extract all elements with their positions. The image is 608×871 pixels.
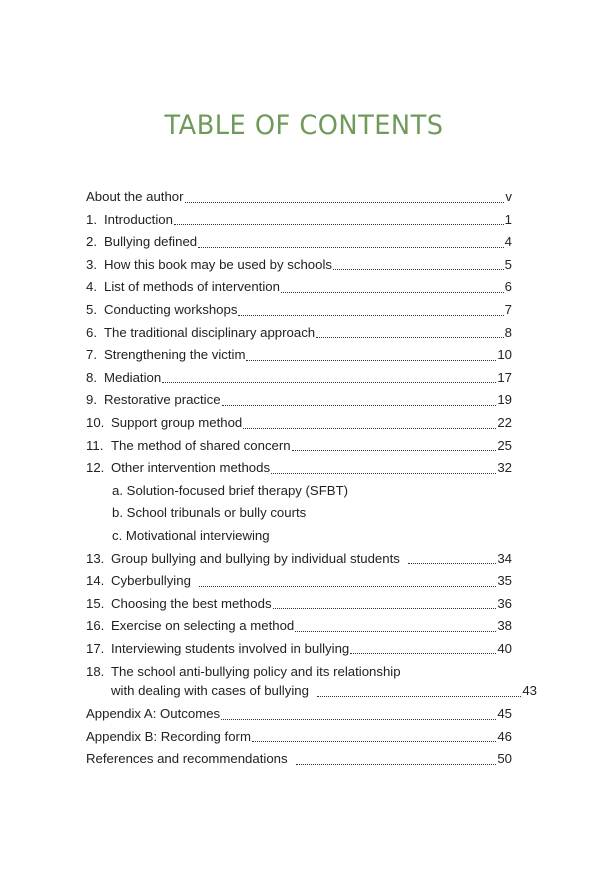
toc-entry-label: List of methods of intervention — [104, 279, 280, 295]
toc-entry-label: Group bullying and bullying by individual students — [111, 550, 400, 566]
dot-leader — [350, 652, 496, 654]
toc-subentry-label: b. School tribunals or bully courts — [112, 505, 307, 521]
toc-entry-page: 4 — [504, 234, 512, 250]
dot-leader — [296, 763, 497, 765]
dot-leader — [408, 562, 496, 564]
toc-entry-label: Other intervention methods — [111, 460, 271, 476]
dot-leader — [198, 246, 504, 248]
toc-subentry-label: a. Solution-focused brief therapy (SFBT) — [112, 482, 349, 498]
toc-entry-page: 19 — [497, 392, 512, 408]
toc-entry-mediation[interactable] — [86, 367, 512, 390]
dot-leader — [252, 740, 496, 742]
dot-leader — [271, 472, 496, 474]
toc-entry-number: 14. — [86, 573, 105, 589]
toc-entry-cyberbullying[interactable] — [86, 570, 512, 593]
toc-entry-number: 5. — [86, 301, 97, 317]
toc-entry-label-line2: with dealing with cases of bullying — [111, 683, 309, 699]
dot-leader — [238, 314, 503, 316]
toc-entry-label: Introduction — [104, 211, 173, 227]
toc-entry-page: 32 — [497, 460, 512, 476]
toc-entry-label: The traditional disciplinary approach — [104, 324, 316, 340]
toc-entry-methods-list[interactable] — [86, 276, 512, 299]
dot-leader — [316, 336, 504, 338]
toc-entry-page: 45 — [497, 706, 512, 722]
dot-leader — [199, 585, 496, 587]
toc-entry-number: 9. — [86, 392, 97, 408]
toc-entry-shared-concern[interactable] — [86, 435, 512, 458]
toc-entry-disciplinary[interactable] — [86, 322, 512, 345]
toc-entry-page: 34 — [497, 550, 512, 566]
toc-entry-label: Bullying defined — [104, 234, 198, 250]
toc-entry-label: The method of shared concern — [111, 437, 291, 453]
dot-leader — [185, 201, 505, 203]
toc-entry-page: 38 — [497, 618, 512, 634]
toc-entry-number: 1. — [86, 211, 97, 227]
toc-entry-page: v — [505, 189, 512, 204]
dot-leader — [333, 268, 504, 270]
toc-entry-number: 7. — [86, 347, 97, 363]
toc-entry-policy[interactable] — [86, 663, 537, 703]
toc-subentry-tribunals[interactable] — [86, 502, 538, 525]
toc-entry-page: 8 — [504, 324, 512, 340]
toc-entry-page: 35 — [497, 573, 512, 589]
page-title: TABLE OF CONTENTS — [164, 110, 444, 141]
toc-entry-about-author[interactable] — [86, 186, 512, 209]
toc-entry-number: 11. — [86, 437, 104, 453]
dot-leader — [222, 404, 497, 406]
toc-entry-exercise[interactable] — [86, 615, 512, 638]
toc-entry-other-methods[interactable] — [86, 457, 512, 480]
toc-entry-page: 17 — [497, 369, 512, 385]
dot-leader — [243, 427, 496, 429]
toc-entry-label-line1: The school anti-bullying policy and its relationship — [111, 664, 401, 680]
toc-entry-label: Interviewing students involved in bullying — [111, 640, 350, 656]
dot-leader — [281, 291, 504, 293]
dot-leader — [295, 630, 496, 632]
toc-entry-number: 13. — [86, 550, 105, 566]
toc-entry-appendix-b[interactable] — [86, 726, 512, 749]
toc-entry-label: Support group method — [111, 414, 243, 430]
toc-entry-interviewing[interactable] — [86, 638, 512, 661]
toc-entry-page: 40 — [497, 640, 512, 656]
toc-entry-label: References and recommendations — [86, 751, 288, 767]
toc-entry-page: 10 — [497, 347, 512, 363]
toc-entry-number: 16. — [86, 618, 105, 634]
toc-entry-label: Strengthening the victim — [104, 347, 246, 363]
toc-entry-label: Choosing the best methods — [111, 595, 272, 611]
toc-entry-appendix-a[interactable] — [86, 703, 512, 726]
toc-entry-label: Exercise on selecting a method — [111, 618, 295, 634]
toc-entry-number: 6. — [86, 324, 97, 340]
toc-entry-page: 43 — [522, 683, 537, 699]
toc-entry-label: How this book may be used by schools — [104, 256, 332, 272]
toc-entry-introduction[interactable] — [86, 209, 512, 232]
toc-entry-page: 1 — [504, 211, 512, 227]
toc-entry-support-group[interactable] — [86, 412, 512, 435]
toc-entry-choosing-methods[interactable] — [86, 593, 512, 616]
toc-entry-label: Appendix B: Recording form — [86, 728, 251, 744]
toc-entry-label: Appendix A: Outcomes — [86, 706, 221, 722]
toc-entry-page: 46 — [497, 728, 512, 744]
toc-entry-page: 5 — [504, 256, 512, 272]
toc-entry-label: Mediation — [104, 369, 162, 385]
dot-leader — [174, 223, 504, 225]
toc-entry-page: 6 — [504, 279, 512, 295]
toc-entry-page: 25 — [497, 437, 512, 453]
toc-entry-label: Restorative practice — [104, 392, 221, 408]
toc-entry-number: 17. — [86, 640, 105, 656]
toc-entry-number: 4. — [86, 279, 97, 295]
toc-entry-page: 22 — [497, 414, 512, 430]
toc-entry-strengthening[interactable] — [86, 344, 512, 367]
toc-subentry-sfbt[interactable] — [86, 480, 538, 503]
toc-entry-number: 2. — [86, 234, 97, 250]
toc-entry-number: 15. — [86, 595, 105, 611]
toc-subentry-label: c. Motivational interviewing — [112, 527, 270, 543]
toc-entry-number: 3. — [86, 256, 97, 272]
toc-entry-group-bullying[interactable] — [86, 548, 512, 571]
toc-entry-number: 12. — [86, 460, 105, 476]
toc-entry-label: Conducting workshops — [104, 301, 238, 317]
toc-entry-references[interactable] — [86, 748, 512, 771]
toc-subentry-motivational[interactable] — [86, 525, 538, 548]
dot-leader — [221, 718, 496, 720]
toc-list — [86, 186, 537, 771]
toc-entry-workshops[interactable] — [86, 299, 512, 322]
dot-leader — [162, 381, 496, 383]
dot-leader — [317, 695, 521, 697]
toc-entry-page: 7 — [504, 301, 512, 317]
toc-entry-number: 10. — [86, 414, 105, 430]
dot-leader — [246, 359, 496, 361]
toc-entry-page: 50 — [497, 751, 512, 767]
toc-entry-bullying-defined[interactable] — [86, 231, 512, 254]
dot-leader — [292, 449, 497, 451]
toc-entry-page: 36 — [497, 595, 512, 611]
toc-entry-how-used[interactable] — [86, 254, 512, 277]
dot-leader — [273, 607, 497, 609]
toc-entry-label: Cyberbullying — [111, 573, 191, 589]
toc-entry-restorative[interactable] — [86, 389, 512, 412]
toc-entry-number: 18. — [86, 664, 105, 680]
toc-entry-label: About the author — [86, 189, 184, 204]
toc-entry-number: 8. — [86, 369, 97, 385]
